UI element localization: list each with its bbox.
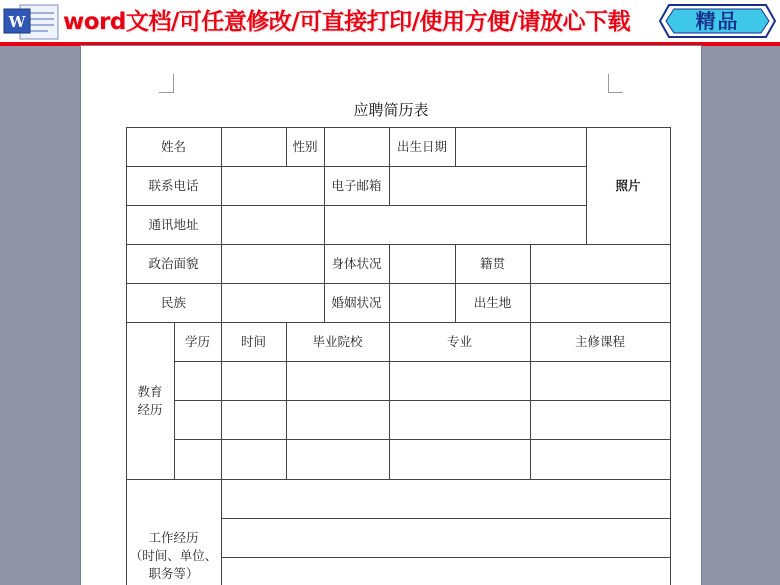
label-ethnicity: 民族 bbox=[160, 294, 186, 310]
input-work-row[interactable] bbox=[222, 479, 670, 518]
label-work-line: 工作经历 bbox=[148, 530, 199, 545]
input-address[interactable] bbox=[222, 205, 586, 244]
input-work-row[interactable] bbox=[222, 557, 670, 585]
label-marital-status: 婚姻状况 bbox=[331, 294, 382, 310]
label-birthplace: 出生地 bbox=[473, 294, 512, 310]
table-rule bbox=[174, 400, 671, 401]
input-marital-status[interactable] bbox=[390, 283, 455, 322]
label-health: 身体状况 bbox=[331, 255, 382, 271]
label-political-status: 政治面貌 bbox=[148, 255, 199, 271]
input-native-place[interactable] bbox=[531, 244, 670, 283]
label-education-line: 经历 bbox=[137, 401, 163, 417]
word-document-icon bbox=[2, 3, 62, 41]
label-phone: 联系电话 bbox=[148, 177, 199, 193]
label-name: 姓名 bbox=[160, 138, 186, 154]
table-rule bbox=[174, 439, 671, 440]
label-native-place: 籍贯 bbox=[479, 255, 505, 271]
svg-text:W: W bbox=[8, 13, 26, 31]
header-school: 毕业院校 bbox=[312, 333, 363, 349]
label-birth-date: 出生日期 bbox=[396, 138, 447, 154]
input-gender[interactable] bbox=[325, 127, 389, 166]
label-email: 电子邮箱 bbox=[331, 177, 382, 193]
label-education-line: 教育 bbox=[137, 383, 163, 399]
header-major: 专业 bbox=[446, 333, 472, 349]
premium-badge bbox=[659, 4, 776, 38]
download-banner bbox=[0, 0, 780, 46]
photo-box[interactable]: 照片 bbox=[615, 177, 641, 193]
header-courses: 主修课程 bbox=[574, 333, 625, 349]
input-phone[interactable] bbox=[222, 166, 324, 205]
document-page bbox=[81, 46, 701, 585]
label-education bbox=[126, 322, 174, 479]
label-work-line: （时间、单位、 bbox=[129, 548, 218, 563]
header-degree: 学历 bbox=[184, 333, 210, 349]
label-address: 通讯地址 bbox=[148, 216, 199, 232]
label-work-experience bbox=[126, 479, 221, 585]
input-birthplace[interactable] bbox=[531, 283, 670, 322]
label-work-line: 职务等） bbox=[148, 566, 199, 581]
banner-slogan: word文档/可任意修改/可直接打印/使用方便/请放心下载 bbox=[63, 9, 630, 35]
premium-badge-label: 精品 bbox=[695, 9, 740, 33]
input-ethnicity[interactable] bbox=[222, 283, 324, 322]
input-email[interactable] bbox=[390, 166, 586, 205]
table-border-right bbox=[670, 127, 671, 585]
input-work-row[interactable] bbox=[222, 518, 670, 557]
resume-table bbox=[81, 46, 701, 585]
table-rule bbox=[174, 361, 671, 362]
input-birth-date[interactable] bbox=[456, 127, 586, 166]
header-time: 时间 bbox=[240, 333, 266, 349]
label-gender: 性别 bbox=[292, 138, 318, 154]
input-health[interactable] bbox=[390, 244, 455, 283]
page-title: 应聘简历表 bbox=[353, 101, 429, 119]
input-name[interactable] bbox=[222, 127, 286, 166]
input-political-status[interactable] bbox=[222, 244, 324, 283]
